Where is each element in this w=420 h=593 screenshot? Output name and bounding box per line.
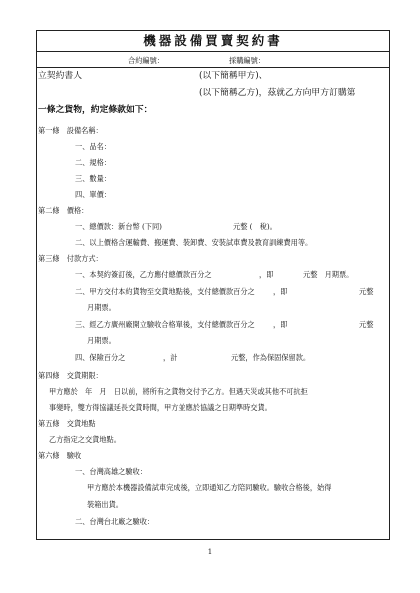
acceptance-1-line-2: 裝箱出貨。 [87, 500, 123, 509]
document-title: 機器設備買賣契約書 [143, 33, 283, 48]
total-price-line: 一、總價款：新台幣 (下同) [75, 222, 162, 231]
article-5-heading: 第五條 交貨地點 [38, 419, 96, 428]
article-4-heading: 第四條 交貨期限： [38, 371, 103, 380]
payment-4-text: 四、保險百分之 [75, 353, 126, 362]
article-3-heading: 第三條 付款方式： [38, 254, 103, 263]
delivery-term-line-2: 事變時，雙方得協議延長交貨時間，甲方並應於協議之日期準時交貨。 [49, 403, 272, 412]
acceptance-2-heading: 二、台灣台北廠之驗收： [75, 517, 155, 526]
payment-3-suffix: 元整 [359, 320, 374, 329]
contract-number-label: 合約編號： [128, 56, 164, 65]
purchase-number-label: 採購編號： [229, 56, 265, 65]
article-1-heading: 第一條 設備名稱： [38, 126, 103, 135]
delivery-location-text: 乙方指定之交貨地點。 [49, 435, 121, 444]
party-a-label: 立契約書人 [38, 71, 82, 81]
payment-2-suffix: 元整 [359, 287, 374, 296]
header-divider [37, 67, 389, 68]
article-2-heading: 第二條 價格： [38, 206, 89, 215]
contract-frame [36, 30, 390, 540]
party-b-note: (以下簡稱乙方)，茲就乙方向甲方訂購第 [199, 88, 356, 98]
item-name-label: 一、品名： [75, 142, 111, 151]
party-a-note: (以下簡稱甲方)、 [199, 71, 268, 81]
payment-2-amount-label: ，即 [273, 287, 288, 296]
payment-2-text: 二、甲方交付本約貨物至交貨地點後，支付總價款百分之 [75, 287, 255, 296]
page-number: 1 [207, 548, 213, 556]
item-unit-price-label: 四、單價： [75, 190, 111, 199]
agreement-line: 一條之貨物，約定條款如下： [38, 105, 153, 115]
item-quantity-label: 三、數量： [75, 174, 111, 183]
payment-3-term: 月期票。 [87, 336, 116, 345]
acceptance-1-heading: 一、台灣高雄之驗收： [75, 467, 147, 476]
payment-3-text: 三、經乙方廣州廠開立驗收合格單後，支付總價款百分之 [75, 320, 255, 329]
total-price-suffix: 元整 ( 稅)。 [233, 222, 277, 231]
payment-4-amount-label: ，計 [163, 353, 178, 362]
title-divider [37, 51, 389, 52]
article-6-heading: 第六條 驗收 [38, 451, 82, 460]
payment-2-term: 月期票。 [87, 303, 116, 312]
price-includes-note: 二、以上價格含運輸費、搬運費、裝卸費、安裝試車費及教育訓練費用等。 [75, 238, 313, 247]
payment-4-suffix: 元整，作為保固保留款。 [231, 353, 311, 362]
payment-1-suffix: 元整 月期票。 [303, 270, 354, 279]
payment-1-text: 一、本契約簽訂後，乙方應付總價款百分之 [75, 270, 212, 279]
payment-1-amount-label: ，即 [259, 270, 274, 279]
item-spec-label: 二、規格： [75, 158, 111, 167]
acceptance-1-line-1: 甲方應於本機器設備試車完成後，立即通知乙方陪同驗收。驗收合格後，始得 [87, 483, 332, 492]
delivery-term-line-1: 甲方應於 年 月 日以前，將所有之貨物交付予乙方。但遇天災或其他不可抗拒 [49, 387, 308, 396]
payment-3-amount-label: ，即 [273, 320, 288, 329]
